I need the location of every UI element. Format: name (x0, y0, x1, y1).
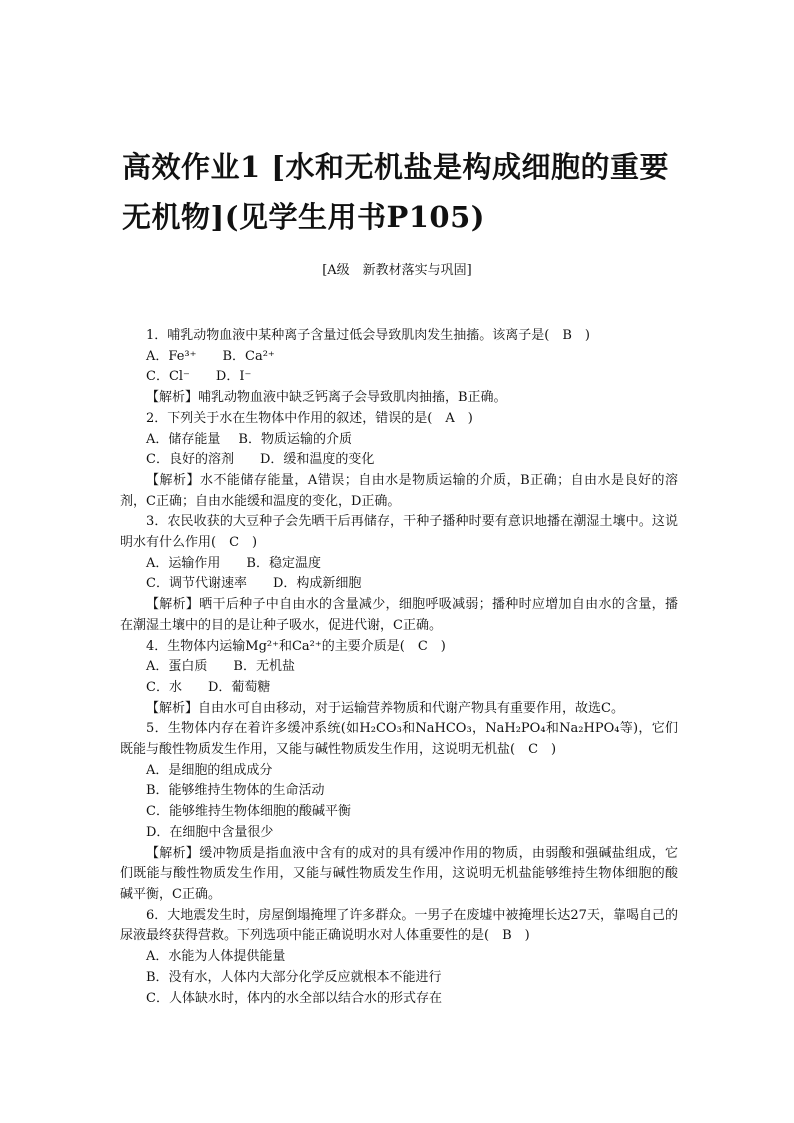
question-1-options-row-2 (120, 367, 678, 388)
option-b: B．Ca²⁺ (222, 348, 275, 364)
option-a: A．储存能量 (146, 431, 221, 447)
question-2-explanation: 【解析】水不能储存能量，A错误；自由水是物质运输的介质，B正确；自由水是良好的溶剂，C正确；自由水能缓和温度的变化，D正确。 (120, 472, 678, 509)
option-c: C．水 (146, 679, 182, 695)
question-2: 2．下列关于水在生物体中作用的叙述，错误的是( A ) (146, 410, 473, 426)
option-c: C．能够维持生物体细胞的酸碱平衡 (146, 804, 351, 820)
option-d: D．I⁻ (215, 369, 252, 385)
option-b: B．没有水，人体内大部分化学反应就根本不能进行 (146, 969, 442, 985)
question-4-options-row-2 (120, 678, 678, 699)
question-3-options-row-2 (120, 574, 678, 595)
option-a: A．运输作用 (146, 555, 221, 571)
option-d: D．构成新细胞 (272, 576, 362, 592)
option-d: D．在细胞中含量很少 (146, 824, 274, 840)
option-a: A．蛋白质 (146, 659, 208, 675)
option-a: A．Fe³⁺ (146, 348, 197, 364)
question-4: 4．生物体内运输Mg²⁺和Ca²⁺的主要介质是( C ) (146, 638, 446, 654)
question-1-explanation: 【解析】哺乳动物血液中缺乏钙离子会导致肌肉抽搐，B正确。 (146, 390, 507, 406)
question-5-explanation: 【解析】缓冲物质是指血液中含有的成对的具有缓冲作用的物质，由弱酸和强碱盐组成，它们既能与酸性物质发生作用，又能与碱性物质发生作用，这说明无机盐能够维持生物体细胞的酸碱平衡，C正确。 (120, 845, 678, 902)
option-b: B．能够维持生物体的生命活动 (146, 783, 325, 799)
option-b: B．无机盐 (233, 659, 295, 675)
option-d: D．葡萄糖 (207, 679, 271, 695)
question-3: 3．农民收获的大豆种子会先晒干后再储存，干种子播种时要有意识地播在潮湿土壤中。这说明水有什么作用( C ) (120, 514, 678, 551)
question-1-options-row-1 (120, 347, 678, 368)
question-4-options-row-1 (120, 657, 678, 678)
question-list (120, 326, 678, 1009)
option-c: C．人体缺水时，体内的水全部以结合水的形式存在 (146, 990, 442, 1006)
question-1: 1．哺乳动物血液中某种离子含量过低会导致肌肉发生抽搐。该离子是( B ) (146, 328, 590, 343)
question-4-explanation: 【解析】自由水可自由移动，对于运输营养物质和代谢产物具有重要作用，故选C。 (146, 700, 624, 716)
option-b: B．物质运输的介质 (238, 431, 352, 447)
section-label: [A级 新教材落实与巩固] (322, 263, 472, 278)
option-a: A．是细胞的组成成分 (146, 762, 273, 778)
page-title: 高效作业1 [水和无机盐是构成细胞的重要无机物](见学生用书P105) (122, 150, 669, 234)
option-c: C．Cl⁻ (146, 369, 190, 385)
option-c: C．调节代谢速率 (146, 576, 247, 592)
question-2-options-row-1 (120, 430, 678, 451)
question-3-options-row-1 (120, 554, 678, 575)
question-5: 5．生物体内存在着许多缓冲系统(如H₂CO₃和NaHCO₃，NaH₂PO₄和Na₂HPO₄等)，它们既能与酸性物质发生作用，又能与碱性物质发生作用，这说明无机盐( C ) (120, 721, 678, 758)
question-3-explanation: 【解析】晒干后种子中自由水的含量减少，细胞呼吸减弱；播种时应增加自由水的含量，播在潮湿土壤中的目的是让种子吸水，促进代谢，C正确。 (120, 597, 678, 633)
option-c: C．良好的溶剂 (146, 452, 234, 468)
option-b: B．稳定温度 (246, 555, 321, 571)
question-2-options-row-2 (120, 450, 678, 471)
option-a: A．水能为人体提供能量 (146, 949, 286, 965)
option-d: D．缓和温度的变化 (259, 452, 375, 468)
question-6: 6．大地震发生时，房屋倒塌掩埋了许多群众。一男子在废墟中被掩埋长达27天，靠喝自己的尿液最终获得营救。下列选项中能正确说明水对人体重要性的是( B ) (120, 907, 678, 944)
